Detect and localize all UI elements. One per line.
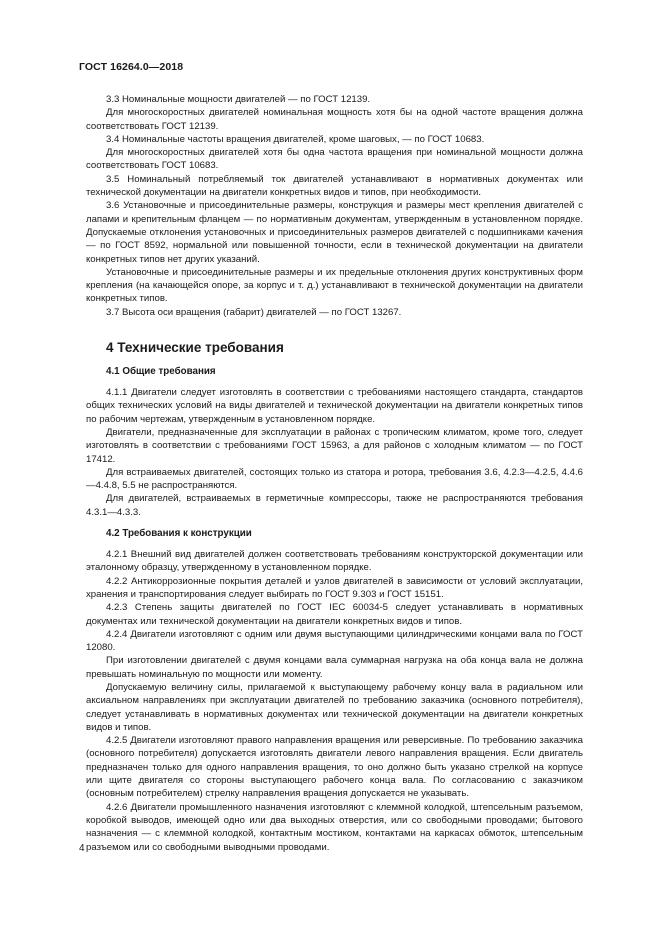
paragraph: 3.6 Установочные и присоединительные размеры, конструкция и размеры мест крепления двигателей с лапами и крепительным фланцем — по нормативным документам, утвержденным в установленном порядке. Допускаемые отклонения установочных и присоединительных размеров двигателей с подшипниками качения — по ГОСТ 8592, нормальной или повышенной точности, если в технической документации на двигатели конкретных типов нет других указаний. (86, 200, 583, 265)
section-4-heading: 4 Технические требования (106, 340, 284, 356)
paragraph: 4.2.4 Двигатели изготовляют с одним или двумя выступающими цилиндрическими концами вала по ГОСТ 12080. (86, 628, 583, 654)
paragraph: 3.7 Высота оси вращения (габарит) двигателей — по ГОСТ 13267. (106, 306, 402, 318)
paragraph: 4.1.1 Двигатели следует изготовлять в соответствии с требованиями настоящего стандарта, стандартов общих технических условий на виды двигателей и технической документации на двигатели конкретных типов по рабочим чертежам, утвержденным в установленном порядке. (86, 387, 583, 425)
document-body (86, 93, 583, 854)
paragraph: Для встраиваемых двигателей, состоящих только из статора и ротора, требования 3.6, 4.2.3—4.2.5, 4.4.6—4.4.8, 5.5 не распространяются. (86, 466, 583, 492)
paragraph: Двигатели, предназначенные для эксплуатации в районах с тропическим климатом, кроме того, следует изготовлять в соответствии с требованиями ГОСТ 15963, а для районов с холодным климатом — по ГОСТ 17412. (86, 426, 583, 465)
paragraph: Для многоскоростных двигателей номинальная мощность хотя бы на одной частоте вращения должна соответствовать ГОСТ 12139. (86, 107, 583, 132)
paragraph: Допускаемую величину силы, прилагаемой к выступающему рабочему концу вала в радиальном или аксиальном направлениях при эксплуатации двигателей по требованию заказчика (основного потребителя), следует устанавливать в нормативных документах или технической документации на двигатели конкретных видов и типов. (86, 681, 583, 733)
paragraph: 4.2.2 Антикоррозионные покрытия деталей и узлов двигателей в зависимости от условий эксплуатации, хранения и транспортирования следует выбирать по ГОСТ 9.303 и ГОСТ 15151. (86, 575, 583, 600)
paragraph: 4.2.1 Внешний вид двигателей должен соответствовать требованиям конструкторской документации или эталонному образцу, утвержденному в установленном порядке. (86, 549, 583, 574)
paragraph: Для двигателей, встраиваемых в герметичные компрессоры, также не распространяются требования 4.3.1—4.3.3. (86, 493, 583, 518)
paragraph: Для многоскоростных двигателей хотя бы одна частота вращения при номинальной мощности должна соответствовать ГОСТ 10683. (86, 147, 583, 172)
paragraph: 3.5 Номинальный потребляемый ток двигателей устанавливают в нормативных документах или технической документации на двигатели конкретных видов и типов, при необходимости. (86, 173, 583, 199)
paragraph: 4.2.3 Степень защиты двигателей по ГОСТ IEC 60034-5 следует устанавливать в нормативных документах или технической документации на двигатели конкретных видов и типов. (86, 602, 583, 627)
paragraph: 4.2.6 Двигатели промышленного назначения изготовляют с клеммной колодкой, штепсельным разъемом, коробкой выводов, имеющей одно или два выходных отверстия, или со свободными проводами; бытового назначения — с клеммной колодкой, контактным мостиком, контактами на каркасах обмоток, штепсельным разъемом или со свободными выводными проводами. (86, 801, 583, 853)
page-number: 4 (79, 843, 85, 854)
paragraph: При изготовлении двигателей с двумя концами вала суммарная нагрузка на оба конца вала не должна превышать номинальную по мощности или моменту. (86, 655, 583, 680)
subsection-4-1-heading: 4.1 Общие требования (106, 366, 216, 378)
paragraph: 4.2.5 Двигатели изготовляют правого направления вращения или реверсивные. По требованию заказчика (основного потребителя) допускается изготовлять двигатели левого направления вращения. Если двигатель предназначен только для одного направления вращения, то оно должно быть указано стрелкой на корпусе или щите двигателя со стороны выступающего рабочего конца вала. По согласованию с заказчиком (основным потребителем) стрелку направления вращения допускается не указывать. (86, 735, 583, 800)
standard-header: ГОСТ 16264.0—2018 (79, 61, 184, 73)
paragraph: 3.4 Номинальные частоты вращения двигателей, кроме шаговых, — по ГОСТ 10683. (106, 133, 485, 145)
paragraph: Установочные и присоединительные размеры и их предельные отклонения других конструктивных форм крепления (на качающейся опоре, за корпус и т. д.) устанавливают в технической документации на двигатели конкретных типов. (86, 266, 583, 305)
subsection-4-2-heading: 4.2 Требования к конструкции (106, 528, 252, 540)
paragraph: 3.3 Номинальные мощности двигателей — по ГОСТ 12139. (106, 94, 371, 105)
